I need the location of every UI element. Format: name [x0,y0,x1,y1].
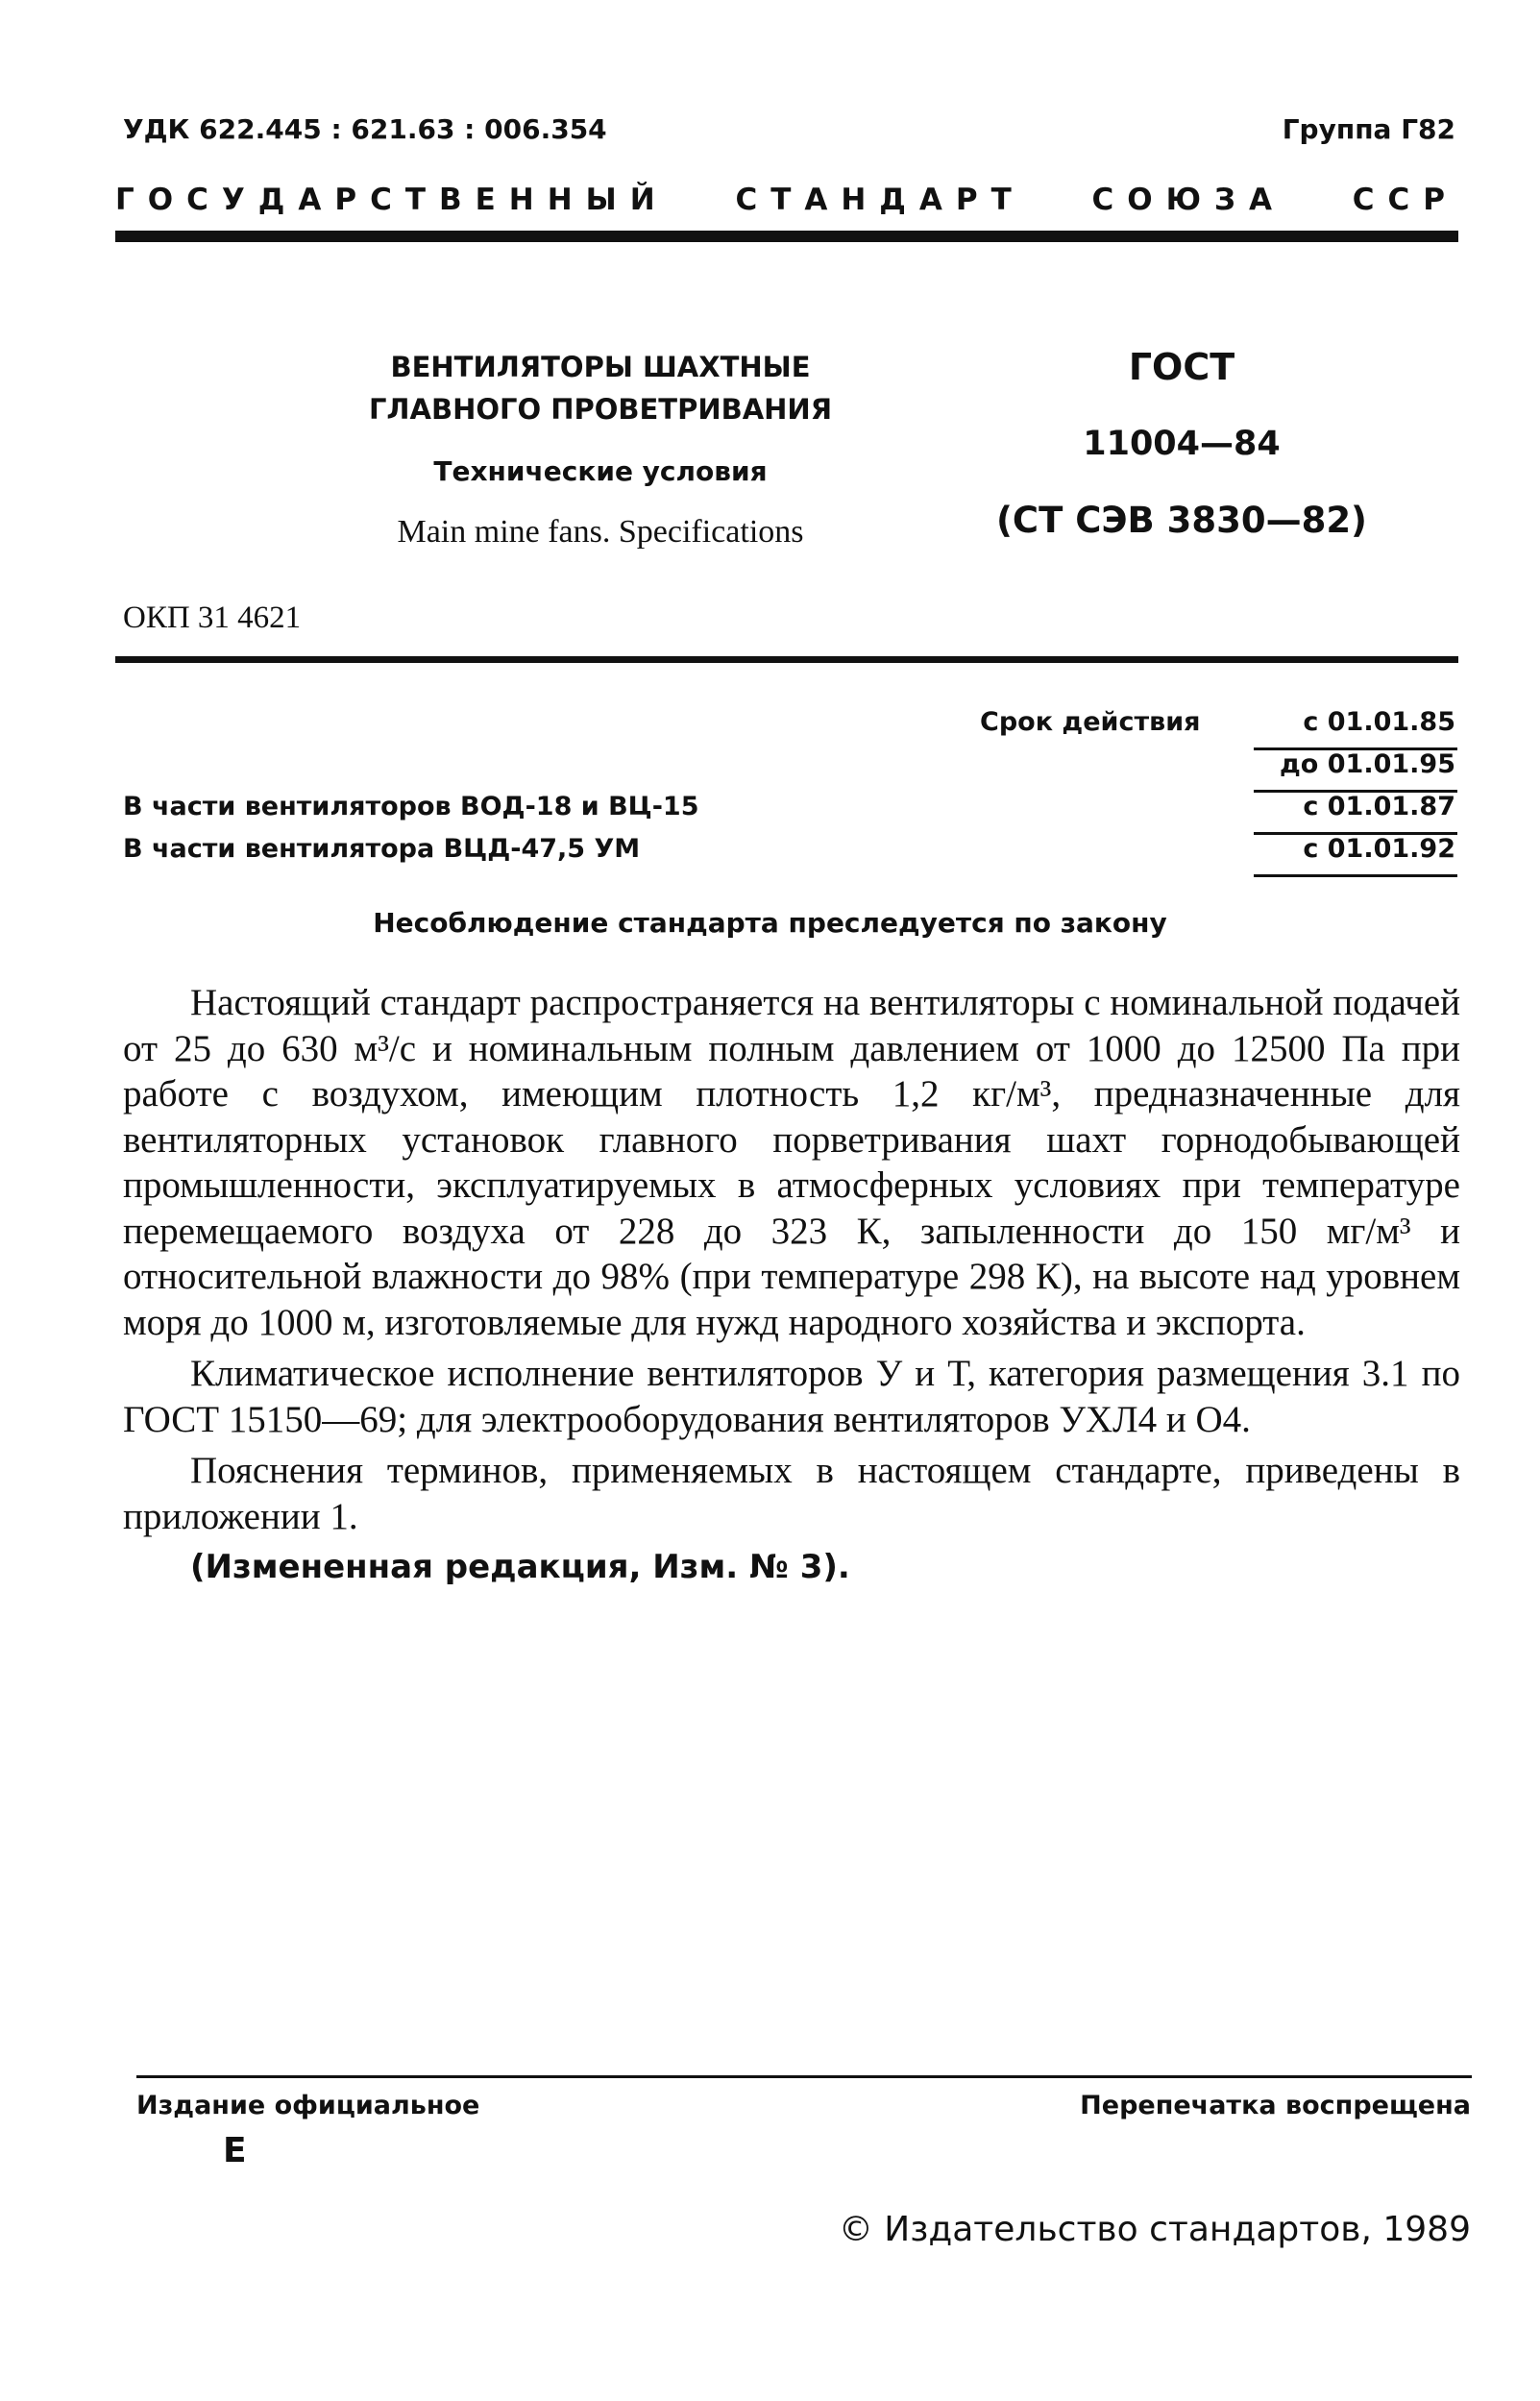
document-body [123,980,1460,1597]
validity-label: Срок действия [980,707,1201,737]
validity-part-note: В части вентиляторов ВОД-18 и ВЦ-15 [123,792,699,821]
amendment-note: (Измененная редакция, Изм. № 3). [190,1548,850,1586]
banner-word: ССР [1352,183,1458,217]
udk-code: УДК 622.445 : 621.63 : 006.354 [123,113,607,145]
validity-part-note: В части вентилятора ВЦД-47,5 УМ [123,834,641,864]
english-title: Main mine fans. Specifications [397,514,804,550]
state-standard-banner [115,183,1458,217]
document-title-line-1: ВЕНТИЛЯТОРЫ ШАХТНЫЕ [390,351,811,383]
validity-date: до 01.01.95 [1280,749,1455,779]
validity-date: с 01.01.85 [1303,707,1455,737]
gost-number: 11004—84 [1083,425,1281,463]
document-title-line-2: ГЛАВНОГО ПРОВЕТРИВАНИЯ [368,393,833,426]
banner-word: СОЮЗА [1091,183,1286,217]
gost-label: ГОСТ [1128,346,1235,388]
section-rule [115,656,1458,663]
body-paragraph: Пояснения терминов, применяемых в настоящем стандарте, приведены в приложении 1. [123,1450,1460,1537]
body-paragraph: Настоящий стандарт распространяется на вентиляторы с номинальной подачей от 25 до 630 м³/с и номинальным полным давлением от 1000 до 12500 Па при работе с воздухом, имеющим плотность 1,2 кг/м³, предназначенные для вентиляторных установок главного порветривания шахт горнодобывающей промышленности, эксплуатируемых в атмосферных условиях при температуре перемещаемого воздуха от 228 до 323 К, запыленности до 150 мг/м³ и относительной влажности до 98% (при температуре 298 К), на высоте над уровнем моря до 1000 м, изготовляемые для нужд народного хозяйства и экспорта. [123,982,1460,1343]
top-rule [115,231,1458,242]
edition-letter: Е [223,2131,247,2170]
banner-word: ГОСУДАРСТВЕННЫЙ [115,183,669,217]
validity-date: с 01.01.87 [1303,792,1455,821]
publisher-copyright: © Издательство стандартов, 1989 [838,2210,1471,2249]
legal-warning: Несоблюдение стандарта преследуется по закону [373,907,1167,939]
gost-designation [990,346,1374,541]
banner-word: СТАНДАРТ [735,183,1025,217]
footer-rule [136,2075,1472,2078]
date-underline [1254,874,1457,877]
edition-note: Издание официальное [136,2091,480,2120]
validity-date: с 01.01.92 [1303,834,1455,864]
title-block [288,346,913,551]
csev-number: (СТ СЭВ 3830—82) [996,500,1367,541]
group-code: Группа Г82 [1282,113,1455,145]
document-subtitle: Технические условия [433,455,768,487]
body-paragraph: Климатическое исполнение вентиляторов У и Т, категория размещения 3.1 по ГОСТ 15150—69; для электрооборудования вентиляторов УХЛ4 и О4. [123,1353,1460,1440]
reprint-notice: Перепечатка воспрещена [1080,2091,1471,2120]
okp-code: ОКП 31 4621 [123,600,302,635]
